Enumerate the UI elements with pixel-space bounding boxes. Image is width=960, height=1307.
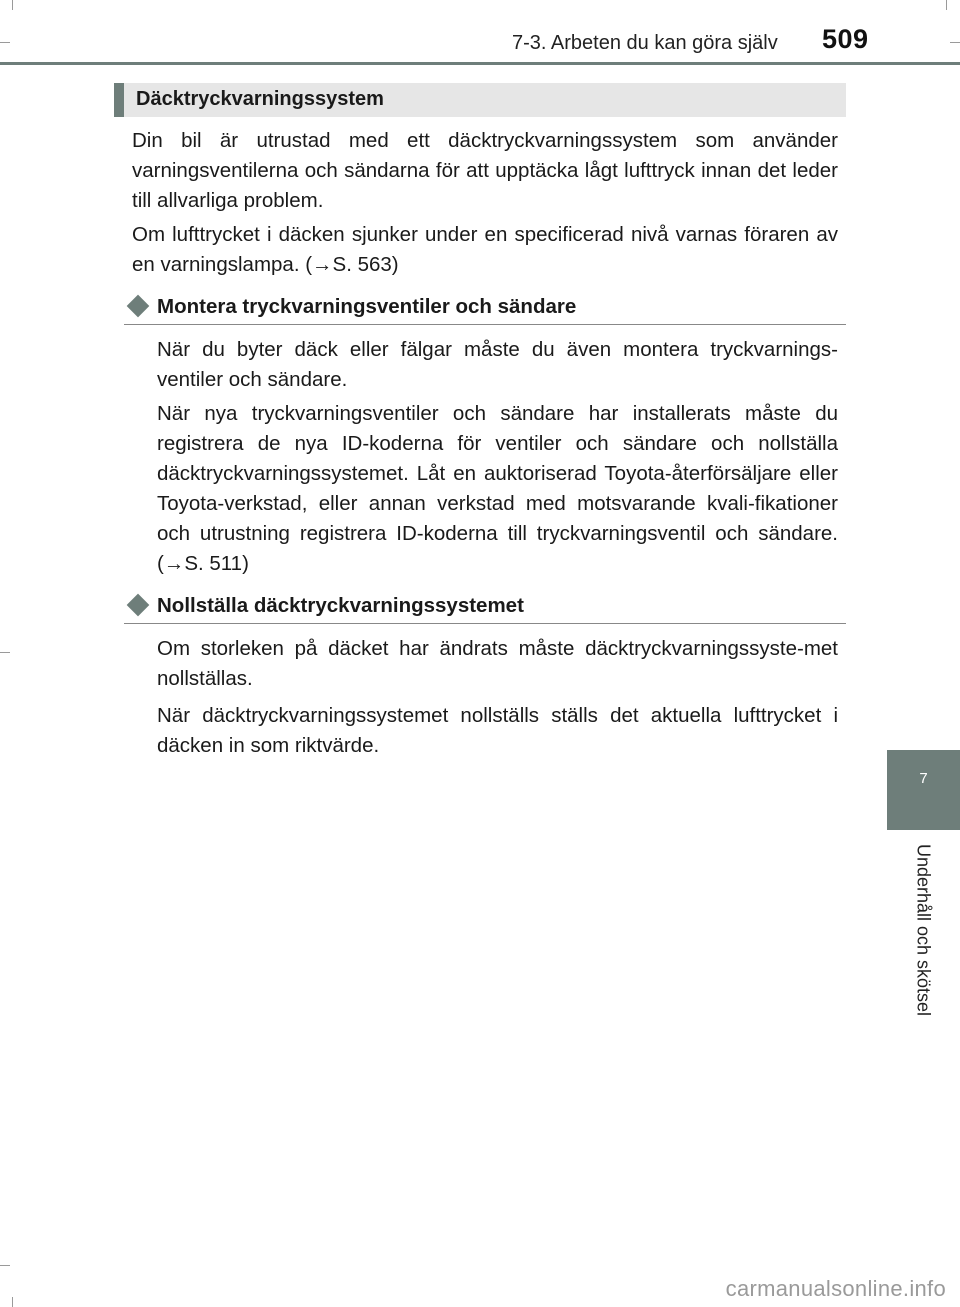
crop-mark bbox=[12, 1297, 13, 1307]
watermark: carmanualsonline.info bbox=[725, 1276, 946, 1301]
subsection2-paragraph-2: När däcktryckvarningssystemet nollställs ställs det aktuella lufttrycket i däcken in som riktvärde. bbox=[157, 704, 838, 757]
crop-mark bbox=[0, 42, 10, 43]
page-number: 509 bbox=[822, 24, 869, 54]
diamond-bullet-icon bbox=[127, 594, 150, 617]
intro-paragraph-1: Din bil är utrustad med ett däcktryckvarningssystem som använder varningsventilerna och sändarna för att upptäcka lågt lufttryck innan det leder till allvarliga problem. bbox=[132, 129, 838, 212]
chapter-tab bbox=[887, 750, 960, 830]
subsection1-paragraph-1: När du byter däck eller fälgar måste du även montera tryckvarnings-ventiler och sändare. bbox=[157, 338, 838, 391]
intro-paragraph-2: Om lufttrycket i däcken sjunker under en specificerad nivå varnas föraren av en varningslampa. (→S. 563) bbox=[132, 223, 838, 276]
section-title: Däcktryckvarningssystem bbox=[136, 88, 384, 110]
crop-mark bbox=[0, 1265, 10, 1266]
subsection-rule-2 bbox=[124, 623, 846, 624]
crop-mark bbox=[950, 42, 960, 43]
crop-mark bbox=[946, 0, 947, 10]
subsection-title-2: Nollställa däcktryckvarningssystemet bbox=[157, 594, 524, 617]
subsection-title-1: Montera tryckvarningsventiler och sändare bbox=[157, 295, 577, 318]
crop-mark bbox=[12, 0, 13, 10]
section-reference: 7-3. Arbeten du kan göra själv bbox=[512, 32, 778, 54]
chapter-label: Underhåll och skötsel bbox=[913, 843, 934, 1017]
subsection2-paragraph-1: Om storleken på däcket har ändrats måste däcktryckvarningssyste-met nollställas. bbox=[157, 637, 838, 690]
chapter-number: 7 bbox=[919, 770, 928, 787]
section-title-bar bbox=[114, 83, 846, 117]
diamond-bullet-icon bbox=[127, 295, 150, 318]
subsection1-paragraph-2: När nya tryckvarningsventiler och sändare har installerats måste du registrera de nya ID-koderna för ventiler och sändare och nollställa däcktryckvarningssystemet. Låt en auktoriserad Toyota-återförsäljare eller Toyota-verkstad, eller annan verkstad med motsvarande kvali-fikationer och utrustning registrera ID-koderna till tryckvarningsventil och sändare. (→S. 511) bbox=[157, 402, 838, 575]
header-rule bbox=[0, 62, 960, 65]
subsection-rule-1 bbox=[124, 324, 846, 325]
crop-mark bbox=[0, 652, 10, 653]
